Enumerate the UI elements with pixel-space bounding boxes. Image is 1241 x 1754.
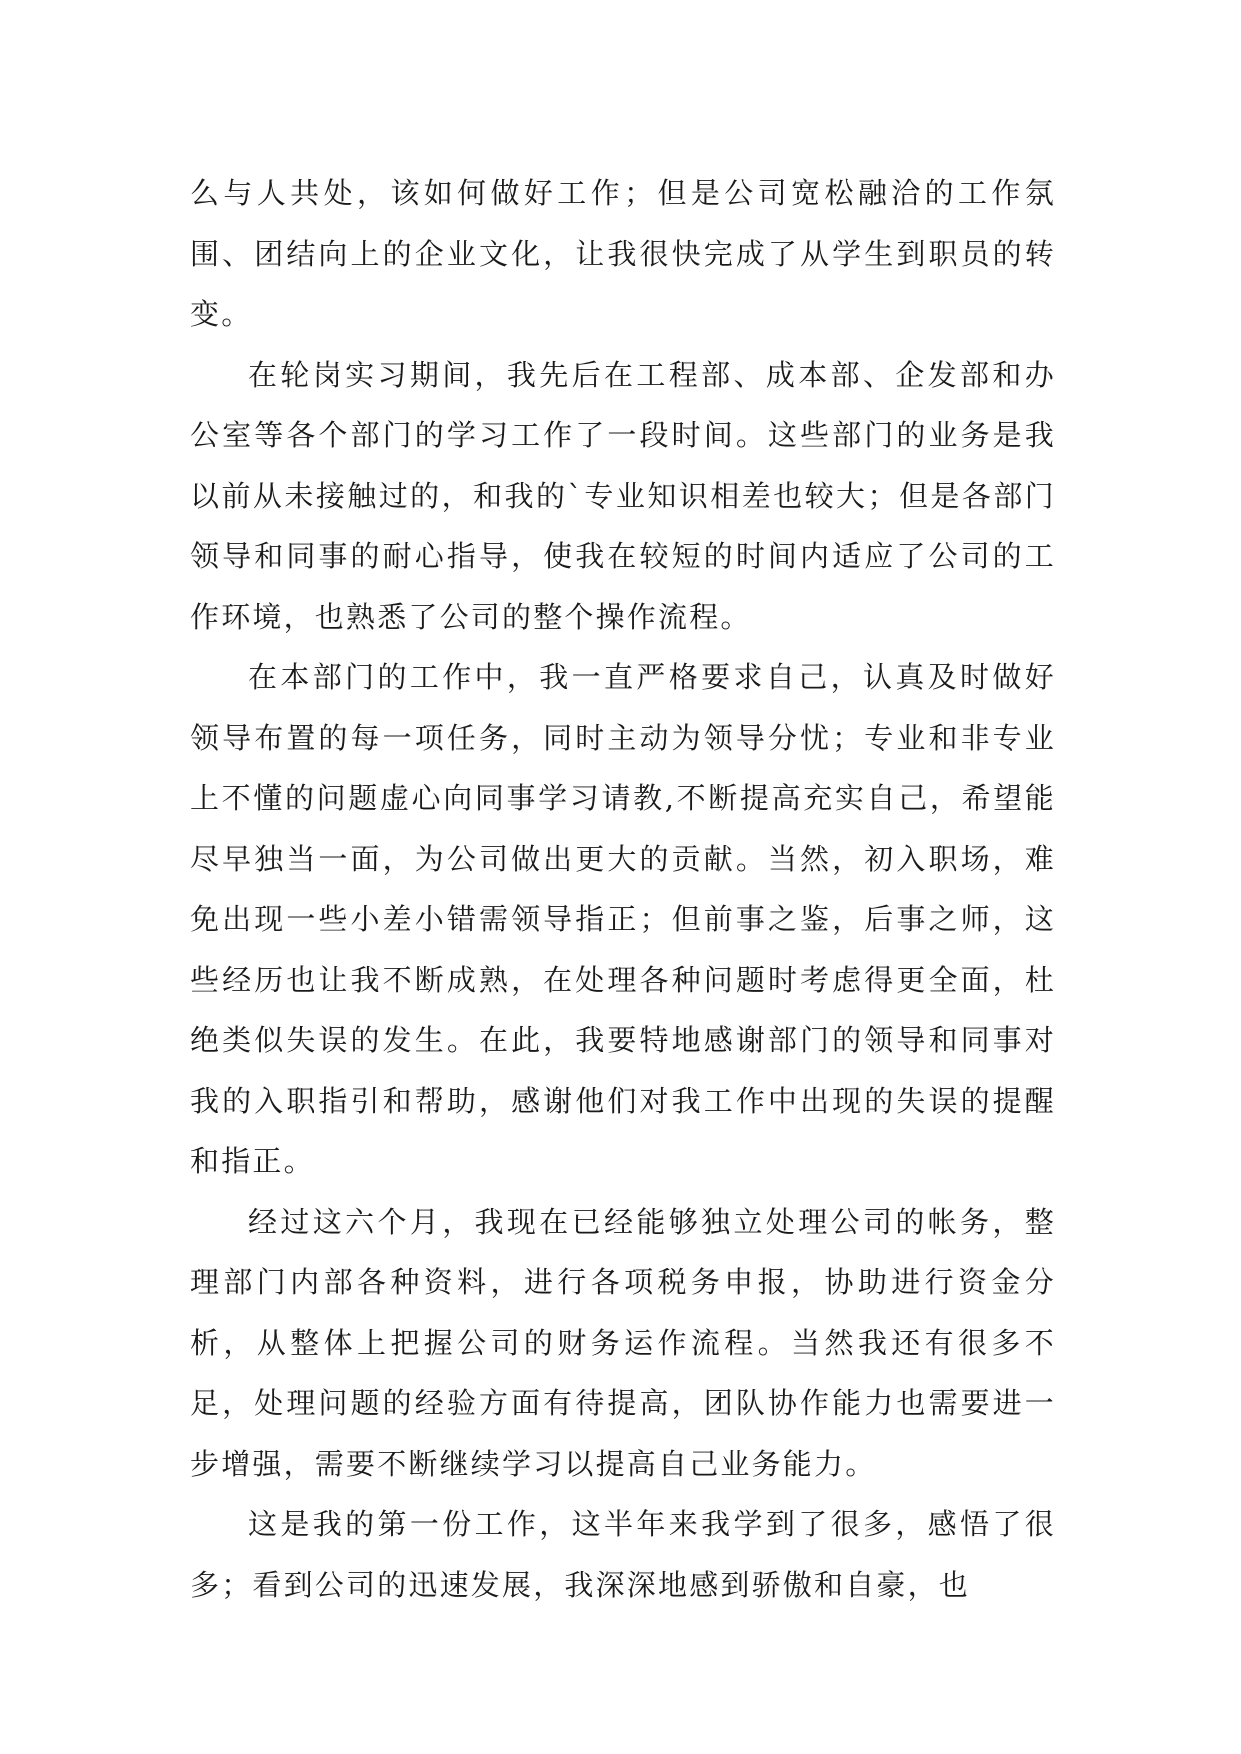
- paragraph-3: 在本部门的工作中，我一直严格要求自己，认真及时做好领导布置的每一项任务，同时主动为领导分忧；专业和非专业上不懂的问题虚心向同事学习请教,不断提高充实自己，希望能尽早独当一面，为公司做出更大的贡献。当然，初入职场，难免出现一些小差小错需领导指正；但前事之鉴，后事之师，这些经历也让我不断成熟，在处理各种问题时考虑得更全面，杜绝类似失误的发生。在此，我要特地感谢部门的领导和同事对我的入职指引和帮助，感谢他们对我工作中出现的失误的提醒和指正。: [190, 660, 1056, 1178]
- paragraph-2: 在轮岗实习期间，我先后在工程部、成本部、企发部和办公室等各个部门的学习工作了一段时间。这些部门的业务是我以前从未接触过的，和我的`专业知识相差也较大；但是各部门领导和同事的耐心指导，使我在较短的时间内适应了公司的工作环境，也熟悉了公司的整个操作流程。: [190, 357, 1056, 634]
- paragraph-1: 么与人共处，该如何做好工作；但是公司宽松融洽的工作氛围、团结向上的企业文化，让我很快完成了从学生到职员的转变。: [190, 176, 1056, 331]
- paragraph-4: 经过这六个月，我现在已经能够独立处理公司的帐务，整理部门内部各种资料，进行各项税务申报，协助进行资金分析，从整体上把握公司的财务运作流程。当然我还有很多不足，处理问题的经验方面有待提高，团队协作能力也需要进一步增强，需要不断继续学习以提高自己业务能力。: [190, 1204, 1056, 1481]
- document-body: [190, 163, 1056, 1615]
- paragraph-5: 这是我的第一份工作，这半年来我学到了很多，感悟了很多；看到公司的迅速发展，我深深地感到骄傲和自豪，也: [190, 1507, 1056, 1602]
